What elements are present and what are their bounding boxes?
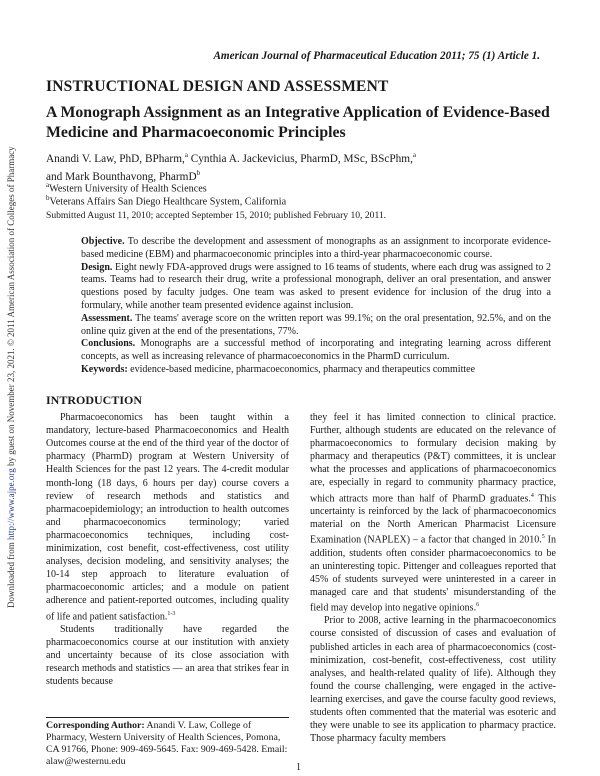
objective-text: To describe the development and assessment of monographs as an assignment to incorporate evidence-based medicine (EBM) and pharmacoeconomic principles into a third-year pharmacoeconomic course. [81,236,551,260]
abstract-design [81,262,551,313]
section-heading: INSTRUCTIONAL DESIGN AND ASSESSMENT [46,78,389,95]
right-column [310,411,556,745]
page-number: 1 [296,762,301,773]
author-1: Anandi V. Law, PhD, BPharm, [46,152,185,165]
intro-paragraph-3: Prior to 2008, active learning in the pharmacoeconomics course consisted of discussion of cases and evaluation of published articles in each area of pharmacoeconomics (cost-minimization, cost-benefit, cost-effectiveness, cost utility analyses, and health-related quality of life). Although they found the course challenging, were engaged in the active-learning exercises, and gave the course faculty good reviews, students often commented that the material was esoteric and they were unable to see its application to pharmacy practice. Those pharmacy faculty members [310,615,556,745]
author-2: Cynthia A. Jackevicius, PharmD, MSc, BScPhm, [187,152,413,165]
article-title: A Monograph Assignment as an Integrative Application of Evidence-Based Medicine and Pharmacoeconomic Principles [46,104,550,141]
affiliation-a-marker: a [46,181,50,189]
author-3-affil: b [196,169,201,178]
affiliation-b [46,194,286,207]
intro-paragraph-2-cont: they feel it has limited connection to clinical practice. Further, although students are educated on the relevance of pharmacoeconomics to formulary decision making by pharmacy and therapeutics (P&T) committees, it is unclear what the processes and applications of pharmacoeconomics are, especially in regard to community pharmacy practice, which attracts more than half of PharmD graduates.$^4$ This uncertainty is reinforced by the lack of pharmacoeconomics material on the North American Pharmacist Licensure Examination (NAPLEX) – a factor that changed in 2010.$^5$ In addition, students often consider pharmacoeconomics to be an uninteresting topic. Pittenger and colleagues reported that 45% of students surveyed were uninterested in a career in managed care and that students' misunderstanding of the field may develop into negative opinions.$^6$ [310,412,556,614]
corresponding-text: Anandi V. Law, College of Pharmacy, Western University of Health Sciences, Pomona, CA 91766, Phone: 909-469-5645. Fax: 909-469-5428. Email: alaw@westernu.edu [46,720,288,767]
abstract [81,236,551,377]
assessment-text: The teams' average score on the written report was 99.1%; on the oral presentation, 92.5%, and on the online quiz given at the end of the presentations, 77%. [81,312,551,337]
keywords-text: evidence-based medicine, pharmacoeconomics, pharmacy and therapeutics committee [127,363,476,375]
citation-1-3: 1-3 [167,610,176,617]
citation-6: 6 [476,601,480,608]
design-text: Eight newly FDA-approved drugs were assigned to 16 teams of students, where each drug was assigned to 2 teams. Teams had to research their drug, write a professional monograph, deliver an oral presentation, and answer questions posed by faculty judges. One team was asked to present evidence for inclusion of the drug into a formulary, while another team presented evidence against inclusion. [81,261,551,311]
sidebar-prefix: Downloaded from [6,540,16,608]
affiliation-a [46,181,207,194]
corresponding-label: Corresponding Author: [46,720,145,731]
abstract-assessment [81,313,551,339]
author-2-affil: a [412,151,417,159]
download-sidebar [6,0,20,608]
design-label: Design. [81,261,113,273]
author-1-affil: a [184,151,188,159]
author-list [46,148,566,185]
footnote-divider [46,717,289,718]
affiliation-b-text: Veterans Affairs San Diego Healthcare System, California [49,196,287,208]
citation-5: 5 [541,534,545,541]
keywords-label: Keywords: [81,363,128,375]
author-3: and Mark Bounthavong, PharmD [46,171,197,184]
objective-label: Objective. [81,236,125,247]
corresponding-author [46,720,289,768]
conclusions-label: Conclusions. [81,338,136,350]
ajpe-link[interactable]: http://www.ajpe.org [6,468,16,541]
abstract-keywords [81,364,551,377]
affiliation-a-text: Western University of Health Sciences [49,183,207,195]
conclusions-text: Monographs are a successful method of incorporating and integrating learning across different concepts, as well as increasing relevance of pharmacoeconomics in the PharmD curriculum. [81,338,551,363]
assessment-label: Assessment. [81,312,133,324]
journal-citation: American Journal of Pharmaceutical Education 2011; 75 (1) Article 1. [213,50,540,62]
abstract-conclusions [81,338,551,364]
introduction-heading: INTRODUCTION [46,393,143,407]
left-column [46,394,289,688]
intro-paragraph-2: Students traditionally have regarded the pharmacoeconomics course at our institution with anxiety and uncertainty because of its close association with research methods and statistics — an area that strikes fear in students because [46,623,289,688]
citation-4: 4 [530,492,534,499]
affiliation-b-marker: b [46,194,50,202]
abstract-objective [81,236,551,262]
sidebar-suffix: by guest on November 23, 2021. © 2011 American Association of Colleges of Pharmacy [6,146,16,469]
intro-paragraph-1: Pharmacoeconomics has been taught within a mandatory, lecture-based Pharmacoeconomics and Health Outcomes course at the end of the third year of the doctor of pharmacy (PharmD) program at Western University of Health Sciences for the past 12 years. The 4-credit modular month-long (18 days, 6 hours per day) course covers a review of research methods and statistics and pharmacoepidemiology; an introduction to health outcomes and pharmacoeconomics terminology; varied pharmacoeconomics techniques, including cost-minimization, cost benefit, cost-effectiveness, cost utility analyses, decision modeling, and sensitivity analyses; the 10-14 step approach to literature evaluation of pharmacoeconomic articles; and a module on patient adherence and patient-reported outcomes, including quality of life and patient satisfaction.$^{1-3}$ [46,412,289,622]
submission-dates: Submitted August 11, 2010; accepted September 15, 2010; published February 10, 2011. [46,210,387,221]
